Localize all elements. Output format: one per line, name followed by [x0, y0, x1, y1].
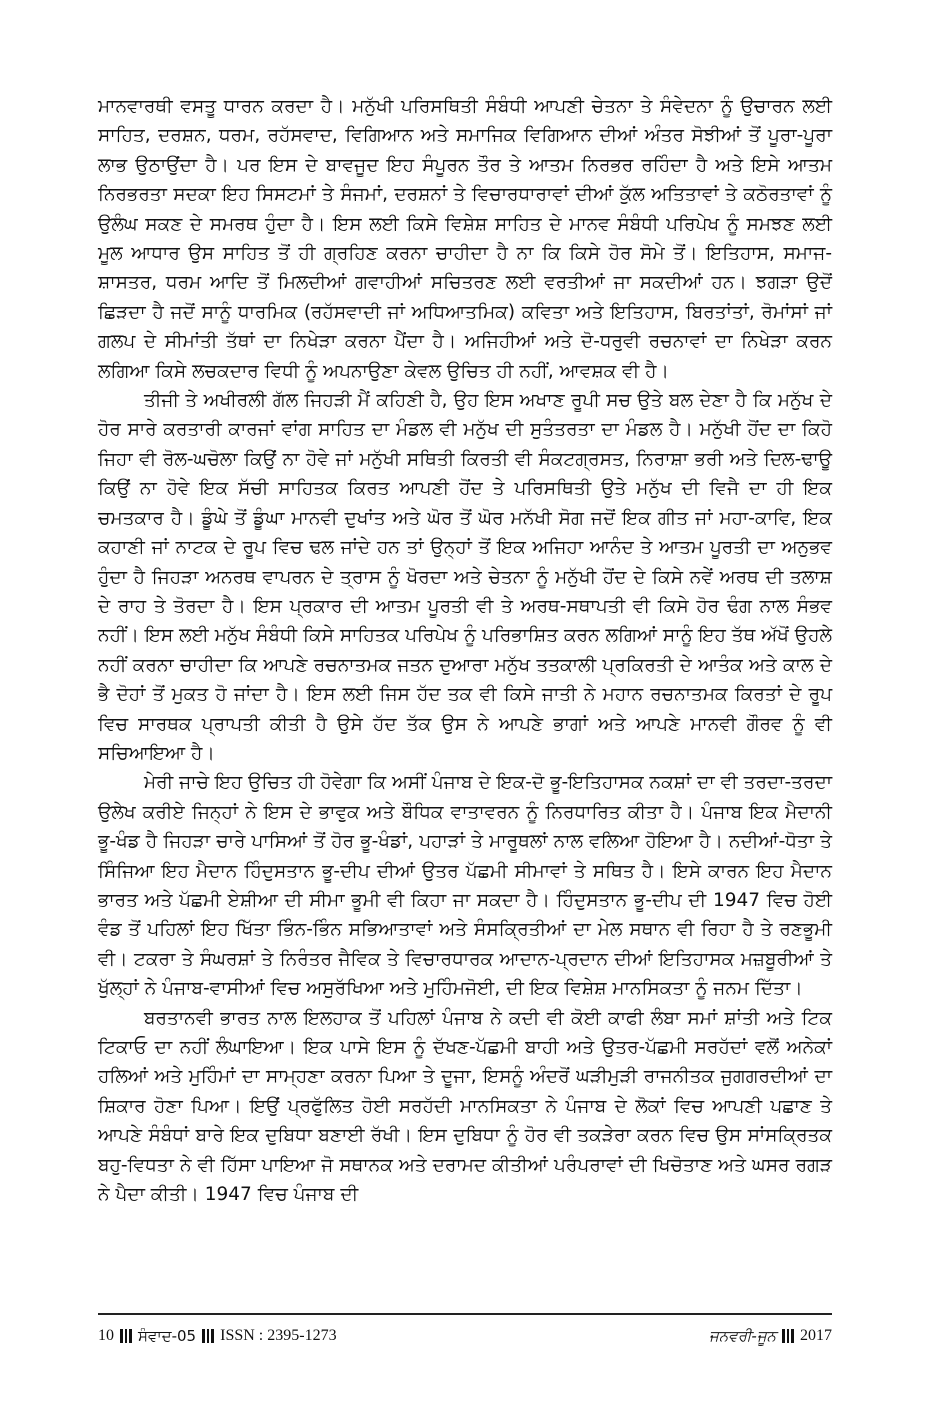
page-number: 10 [98, 1327, 114, 1344]
paragraph-geo-history: ਮੇਰੀ ਜਾਚੇ ਇਹ ਉਚਿਤ ਹੀ ਹੋਵੇਗਾ ਕਿ ਅਸੀਂ ਪੰਜਾਬ ਦੇ ਇਕ-ਦੋ ਭੂ-ਇਤਿਹਾਸਕ ਨਕਸ਼ਾਂ ਦਾ ਵੀ ਤਰਦਾ-ਤਰਦਾ ਉਲੇਖ ਕਰੀਏ ਜਿਨ੍ਹਾਂ ਨੇ ਇਸ ਦੇ ਭਾਵੁਕ ਅਤੇ ਬੌਧਿਕ ਵਾਤਾਵਰਨ ਨੂੰ ਨਿਰਧਾਰਿਤ ਕੀਤਾ ਹੈ। ਪੰਜਾਬ ਇਕ ਮੈਦਾਨੀ ਭੂ-ਖੰਡ ਹੈ ਜਿਹੜਾ ਚਾਰੇ ਪਾਸਿਆਂ ਤੋਂ ਹੋਰ ਭੂ-ਖੰਡਾਂ, ਪਹਾੜਾਂ ਤੇ ਮਾਰੂਥਲਾਂ ਨਾਲ ਵਲਿਆ ਹੋਇਆ ਹੈ। ਨਦੀਆਂ-ਧੋਤਾ ਤੇ ਸਿੰਜਿਆ ਇਹ ਮੈਦਾਨ ਹਿੰਦੁਸਤਾਨ ਭੂ-ਦੀਪ ਦੀਆਂ ਉਤਰ ਪੱਛਮੀ ਸੀਮਾਵਾਂ ਤੇ ਸਥਿਤ ਹੈ। ਇਸੇ ਕਾਰਨ ਇਹ ਮੈਦਾਨ ਭਾਰਤ ਅਤੇ ਪੱਛਮੀ ਏਸ਼ੀਆ ਦੀ ਸੀਮਾ ਭੂਮੀ ਵੀ ਕਿਹਾ ਜਾ ਸਕਦਾ ਹੈ। ਹਿੰਦੁਸਤਾਨ ਭੂ-ਦੀਪ ਦੀ 1947 ਵਿਚ ਹੋਈ ਵੰਡ ਤੋਂ ਪਹਿਲਾਂ ਇਹ ਖਿੱਤਾ ਭਿੰਨ-ਭਿੰਨ ਸਭਿਆਤਾਵਾਂ ਅਤੇ ਸੰਸਕ੍ਰਿਤੀਆਂ ਦਾ ਮੇਲ ਸਥਾਨ ਵੀ ਰਿਹਾ ਹੈ ਤੇ ਰਣਭੂਮੀ ਵੀ। ਟਕਰਾ ਤੇ ਸੰਘਰਸ਼ਾਂ ਤੇ ਨਿਰੰਤਰ ਜੈਵਿਕ ਤੇ ਵਿਚਾਰਧਾਰਕ ਆਦਾਨ-ਪ੍ਰਦਾਨ ਦੀਆਂ ਇਤਿਹਾਸਕ ਮਜ਼ਬੂਰੀਆਂ ਤੇ ਖੁੱਲ੍ਹਾਂ ਨੇ ਪੰਜਾਬ-ਵਾਸੀਆਂ ਵਿਚ ਅਸੁਰੱਖਿਆ ਅਤੇ ਮੁਹਿੰਮਜੋਈ, ਦੀ ਇਕ ਵਿਸ਼ੇਸ਼ ਮਾਨਸਿਕਤਾ ਨੂੰ ਜਨਮ ਦਿੱਤਾ। [98, 772, 832, 1000]
footer-right [709, 1327, 832, 1345]
footer-left [98, 1327, 337, 1345]
paragraph-continuation: ਮਾਨਵਾਰਥੀ ਵਸਤੂ ਧਾਰਨ ਕਰਦਾ ਹੈ। ਮਨੁੱਖੀ ਪਰਿਸਥਿਤੀ ਸੰਬੰਧੀ ਆਪਣੀ ਚੇਤਨਾ ਤੇ ਸੰਵੇਦਨਾ ਨੂੰ ਉਚਾਰਨ ਲਈ ਸਾਹਿਤ, ਦਰਸ਼ਨ, ਧਰਮ, ਰਹੱਸਵਾਦ, ਵਿਗਿਆਨ ਅਤੇ ਸਮਾਜਿਕ ਵਿਗਿਆਨ ਦੀਆਂ ਅੰਤਰ ਸੋਝੀਆਂ ਤੋਂ ਪੂਰਾ-ਪੂਰਾ ਲਾਭ ਉਠਾਉਂਦਾ ਹੈ। ਪਰ ਇਸ ਦੇ ਬਾਵਜੂਦ ਇਹ ਸੰਪੂਰਨ ਤੌਰ ਤੇ ਆਤਮ ਨਿਰਭਰ ਰਹਿੰਦਾ ਹੈ ਅਤੇ ਇਸੇ ਆਤਮ ਨਿਰਭਰਤਾ ਸਦਕਾ ਇਹ ਸਿਸਟਮਾਂ ਤੇ ਸੰਜਮਾਂ, ਦਰਸ਼ਨਾਂ ਤੇ ਵਿਚਾਰਧਾਰਾਵਾਂ ਦੀਆਂ ਕੁੱਲ ਅਤਿਤਾਵਾਂ ਤੇ ਕਠੋਰਤਾਵਾਂ ਨੂੰ ਉਲੰਘ ਸਕਣ ਦੇ ਸਮਰਥ ਹੁੰਦਾ ਹੈ। ਇਸ ਲਈ ਕਿਸੇ ਵਿਸ਼ੇਸ਼ ਸਾਹਿਤ ਦੇ ਮਾਨਵ ਸੰਬੰਧੀ ਪਰਿਪੇਖ ਨੂੰ ਸਮਝਣ ਲਈ ਮੂਲ ਆਧਾਰ ਉਸ ਸਾਹਿਤ ਤੋਂ ਹੀ ਗ੍ਰਹਿਣ ਕਰਨਾ ਚਾਹੀਦਾ ਹੈ ਨਾ ਕਿ ਕਿਸੇ ਹੋਰ ਸੋਮੇ ਤੋਂ। ਇਤਿਹਾਸ, ਸਮਾਜ-ਸ਼ਾਸਤਰ, ਧਰਮ ਆਦਿ ਤੋਂ ਮਿਲਦੀਆਂ ਗਵਾਹੀਆਂ ਸਚਿਤਰਣ ਲਈ ਵਰਤੀਆਂ ਜਾ ਸਕਦੀਆਂ ਹਨ। ਝਗੜਾ ਉਦੋਂ ਛਿੜਦਾ ਹੈ ਜਦੋਂ ਸਾਨੂੰ ਧਾਰਮਿਕ (ਰਹੱਸਵਾਦੀ ਜਾਂ ਅਧਿਆਤਮਿਕ) ਕਵਿਤਾ ਅਤੇ ਇਤਿਹਾਸ, ਬਿਰਤਾਂਤਾਂ, ਰੋਮਾਂਸਾਂ ਜਾਂ ਗਲਪ ਦੇ ਸੀਮਾਂਤੀ ਤੱਥਾਂ ਦਾ ਨਿਖੇੜਾ ਕਰਨਾ ਪੈਂਦਾ ਹੈ। ਅਜਿਹੀਆਂ ਅਤੇ ਦੋ-ਧਰੁਵੀ ਰਚਨਾਵਾਂ ਦਾ ਨਿਖੇੜਾ ਕਰਨ ਲਗਿਆ ਕਿਸੇ ਲਚਕਦਾਰ ਵਿਧੀ ਨੂੰ ਅਪਨਾਉਣਾ ਕੇਵਲ ਉਚਿਤ ਹੀ ਨਹੀਂ, ਆਵਸ਼ਕ ਵੀ ਹੈ। [98, 96, 832, 382]
page-footer [98, 1324, 832, 1348]
paragraph-british-india: ਬਰਤਾਨਵੀ ਭਾਰਤ ਨਾਲ ਇਲਹਾਕ ਤੋਂ ਪਹਿਲਾਂ ਪੰਜਾਬ ਨੇ ਕਦੀ ਵੀ ਕੋਈ ਕਾਫੀ ਲੰਬਾ ਸਮਾਂ ਸ਼ਾਂਤੀ ਅਤੇ ਟਿਕ ਟਿਕਾਓ ਦਾ ਨਹੀਂ ਲੰਘਾਇਆ। ਇਕ ਪਾਸੇ ਇਸ ਨੂੰ ਦੱਖਣ-ਪੱਛਮੀ ਬਾਹੀ ਅਤੇ ਉਤਰ-ਪੱਛਮੀ ਸਰਹੱਦਾਂ ਵਲੋਂ ਅਨੇਕਾਂ ਹਲਿਆਂ ਅਤੇ ਮੁਹਿੰਮਾਂ ਦਾ ਸਾਮ੍ਹਣਾ ਕਰਨਾ ਪਿਆ ਤੇ ਦੂਜਾ, ਇਸਨੂੰ ਅੰਦਰੋਂ ਘੜੀਮੁੜੀ ਰਾਜਨੀਤਕ ਜੁਗਗਰਦੀਆਂ ਦਾ ਸ਼ਿਕਾਰ ਹੋਣਾ ਪਿਆ। ਇਉਂ ਪ੍ਰਫੁੱਲਿਤ ਹੋਈ ਸਰਹੱਦੀ ਮਾਨਸਿਕਤਾ ਨੇ ਪੰਜਾਬ ਦੇ ਲੋਕਾਂ ਵਿਚ ਆਪਣੀ ਪਛਾਣ ਤੇ ਆਪਣੇ ਸੰਬੰਧਾਂ ਬਾਰੇ ਇਕ ਦੁਬਿਧਾ ਬਣਾਈ ਰੱਖੀ। ਇਸ ਦੁਬਿਧਾ ਨੂੰ ਹੋਰ ਵੀ ਤਕੜੇਰਾ ਕਰਨ ਵਿਚ ਉਸ ਸਾਂਸਕ੍ਰਿਤਕ ਬਹੁ-ਵਿਧਤਾ ਨੇ ਵੀ ਹਿੱਸਾ ਪਾਇਆ ਜੋ ਸਥਾਨਕ ਅਤੇ ਦਰਾਮਦ ਕੀਤੀਆਂ ਪਰੰਪਰਾਵਾਂ ਦੀ ਖਿਚੋਤਾਣ ਅਤੇ ਘਸਰ ਰਗੜ ਨੇ ਪੈਦਾ ਕੀਤੀ। 1947 ਵਿਚ ਪੰਜਾਬ ਦੀ [98, 1007, 832, 1206]
publication-year: 2017 [800, 1327, 832, 1344]
separator-bars-icon [120, 1329, 132, 1343]
issn-number: ISSN : 2395-1273 [220, 1327, 337, 1344]
separator-bars-icon [202, 1329, 214, 1343]
journal-issue: ਸੰਵਾਦ-05 [138, 1327, 197, 1345]
publication-period: ਜਨਵਰੀ-ਜੂਨ [709, 1327, 776, 1345]
separator-bars-icon [782, 1329, 794, 1343]
paragraph-third-point: ਤੀਜੀ ਤੇ ਅਖੀਰਲੀ ਗੱਲ ਜਿਹੜੀ ਮੈਂ ਕਹਿਣੀ ਹੈ, ਉਹ ਇਸ ਅਖਾਣ ਰੂਪੀ ਸਚ ਉਤੇ ਬਲ ਦੇਣਾ ਹੈ ਕਿ ਮਨੁੱਖ ਦੇ ਹੋਰ ਸਾਰੇ ਕਰਤਾਰੀ ਕਾਰਜਾਂ ਵਾਂਗ ਸਾਹਿਤ ਦਾ ਮੰਡਲ ਵੀ ਮਨੁੱਖ ਦੀ ਸੁਤੰਤਰਤਾ ਦਾ ਮੰਡਲ ਹੈ। ਮਨੁੱਖੀ ਹੋਂਦ ਦਾ ਕਿਹੋ ਜਿਹਾ ਵੀ ਰੋਲ-ਘਚੋਲਾ ਕਿਉਂ ਨਾ ਹੋਵੇ ਜਾਂ ਮਨੁੱਖੀ ਸਥਿਤੀ ਕਿਰਤੀ ਵੀ ਸੰਕਟਗ੍ਰਸਤ, ਨਿਰਾਸ਼ਾ ਭਰੀ ਅਤੇ ਦਿਲ-ਢਾਊ ਕਿਉਂ ਨਾ ਹੋਵੇ ਇਕ ਸੱਚੀ ਸਾਹਿਤਕ ਕਿਰਤ ਆਪਣੀ ਹੋਂਦ ਤੇ ਪਰਿਸਥਿਤੀ ਉਤੇ ਮਨੁੱਖ ਦੀ ਵਿਜੈ ਦਾ ਹੀ ਇਕ ਚਮਤਕਾਰ ਹੈ। ਡੂੰਘੇ ਤੋਂ ਡੂੰਘਾ ਮਾਨਵੀ ਦੁਖਾਂਤ ਅਤੇ ਘੋਰ ਤੋਂ ਘੋਰ ਮਨੱਖੀ ਸੋਗ ਜਦੋਂ ਇਕ ਗੀਤ ਜਾਂ ਮਹਾ-ਕਾਵਿ, ਇਕ ਕਹਾਣੀ ਜਾਂ ਨਾਟਕ ਦੇ ਰੂਪ ਵਿਚ ਢਲ ਜਾਂਦੇ ਹਨ ਤਾਂ ਉਨ੍ਹਾਂ ਤੋਂ ਇਕ ਅਜਿਹਾ ਆਨੰਦ ਤੇ ਆਤਮ ਪੂਰਤੀ ਦਾ ਅਨੁਭਵ ਹੁੰਦਾ ਹੈ ਜਿਹੜਾ ਅਨਰਥ ਵਾਪਰਨ ਦੇ ਤ੍ਰਾਸ ਨੂੰ ਖੋਰਦਾ ਅਤੇ ਚੇਤਨਾ ਨੂੰ ਮਨੁੱਖੀ ਹੋਂਦ ਦੇ ਕਿਸੇ ਨਵੇਂ ਅਰਥ ਦੀ ਤਲਾਸ਼ ਦੇ ਰਾਹ ਤੇ ਤੋਰਦਾ ਹੈ। ਇਸ ਪ੍ਰਕਾਰ ਦੀ ਆਤਮ ਪੂਰਤੀ ਵੀ ਤੇ ਅਰਥ-ਸਥਾਪਤੀ ਵੀ ਕਿਸੇ ਹੋਰ ਢੰਗ ਨਾਲ ਸੰਭਵ ਨਹੀਂ। ਇਸ ਲਈ ਮਨੁੱਖ ਸੰਬੰਧੀ ਕਿਸੇ ਸਾਹਿਤਕ ਪਰਿਪੇਖ ਨੂੰ ਪਰਿਭਾਸ਼ਿਤ ਕਰਨ ਲਗਿਆਂ ਸਾਨੂੰ ਇਹ ਤੱਥ ਅੱਖੋਂ ਉਹਲੇ ਨਹੀਂ ਕਰਨਾ ਚਾਹੀਦਾ ਕਿ ਆਪਣੇ ਰਚਨਾਤਮਕ ਜਤਨ ਦੁਆਰਾ ਮਨੁੱਖ ਤਤਕਾਲੀ ਪ੍ਰਕਿਰਤੀ ਦੇ ਆਤੰਕ ਅਤੇ ਕਾਲ ਦੇ ਭੈ ਦੋਹਾਂ ਤੋਂ ਮੁਕਤ ਹੋ ਜਾਂਦਾ ਹੈ। ਇਸ ਲਈ ਜਿਸ ਹੱਦ ਤਕ ਵੀ ਕਿਸੇ ਜਾਤੀ ਨੇ ਮਹਾਨ ਰਚਨਾਤਮਕ ਕਿਰਤਾਂ ਦੇ ਰੂਪ ਵਿਚ ਸਾਰਥਕ ਪ੍ਰਾਪਤੀ ਕੀਤੀ ਹੈ ਉਸੇ ਹੱਦ ਤੱਕ ਉਸ ਨੇ ਆਪਣੇ ਭਾਗਾਂ ਅਤੇ ਆਪਣੇ ਮਾਨਵੀ ਗੌਰਵ ਨੂੰ ਵੀ ਸਚਿਆਇਆ ਹੈ। [98, 390, 832, 764]
footer-divider [98, 1313, 832, 1315]
article-body [98, 92, 832, 1209]
